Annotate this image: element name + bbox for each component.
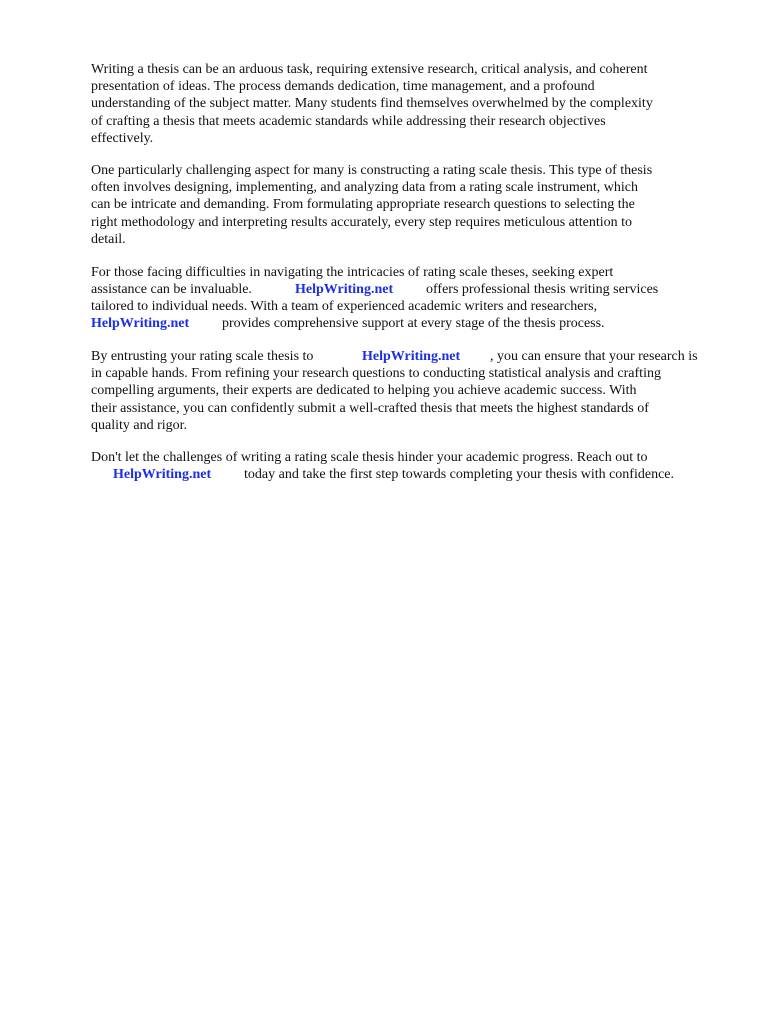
- paragraph-line: By entrusting your rating scale thesis to: [91, 349, 314, 364]
- paragraph-line: Don't let the challenges of writing a rating scale thesis hinder your academic progress. Reach out to: [91, 450, 648, 465]
- helpwriting-link[interactable]: HelpWriting.net: [113, 467, 212, 482]
- paragraph-line: assistance can be invaluable.: [91, 282, 252, 297]
- paragraph-line: effectively.: [91, 131, 154, 146]
- paragraph-line: their assistance, you can confidently submit a well-crafted thesis that meets the highest standards of: [91, 401, 649, 416]
- helpwriting-link[interactable]: HelpWriting.net: [295, 282, 394, 297]
- paragraph-line: quality and rigor.: [91, 418, 188, 433]
- paragraph-line: in capable hands. From refining your research questions to conducting statistical analysis and crafting: [91, 366, 661, 381]
- paragraph-line: today and take the first step towards completing your thesis with confidence.: [244, 467, 675, 482]
- paragraph-line: can be intricate and demanding. From formulating appropriate research questions to selecting the: [91, 197, 635, 212]
- paragraph-line: detail.: [91, 232, 126, 247]
- paragraph-line: right methodology and interpreting results accurately, every step requires meticulous attention to: [91, 215, 633, 230]
- helpwriting-link[interactable]: HelpWriting.net: [362, 349, 461, 364]
- paragraph-line: For those facing difficulties in navigating the intricacies of rating scale theses, seeking expert: [91, 265, 614, 280]
- paragraph-line: understanding of the subject matter. Many students find themselves overwhelmed by the complexity: [91, 96, 653, 111]
- paragraph-line: Writing a thesis can be an arduous task, requiring extensive research, critical analysis, and coherent: [91, 62, 648, 77]
- paragraph-line: compelling arguments, their experts are dedicated to helping you achieve academic success. With: [91, 383, 637, 398]
- paragraph-line: One particularly challenging aspect for many is constructing a rating scale thesis. This type of thesis: [91, 163, 653, 178]
- helpwriting-link[interactable]: HelpWriting.net: [91, 316, 190, 331]
- paragraph-line: presentation of ideas. The process demands dedication, time management, and a profound: [91, 79, 595, 94]
- paragraph-line: often involves designing, implementing, and analyzing data from a rating scale instrument, which: [91, 180, 639, 195]
- paragraph-line: of crafting a thesis that meets academic standards while addressing their research objectives: [91, 114, 606, 129]
- paragraph-line: offers professional thesis writing services: [426, 282, 659, 297]
- paragraph-line: provides comprehensive support at every stage of the thesis process.: [222, 316, 605, 331]
- paragraph-line: , you can ensure that your research is: [490, 349, 698, 364]
- paragraph-line: tailored to individual needs. With a team of experienced academic writers and researchers,: [91, 299, 598, 314]
